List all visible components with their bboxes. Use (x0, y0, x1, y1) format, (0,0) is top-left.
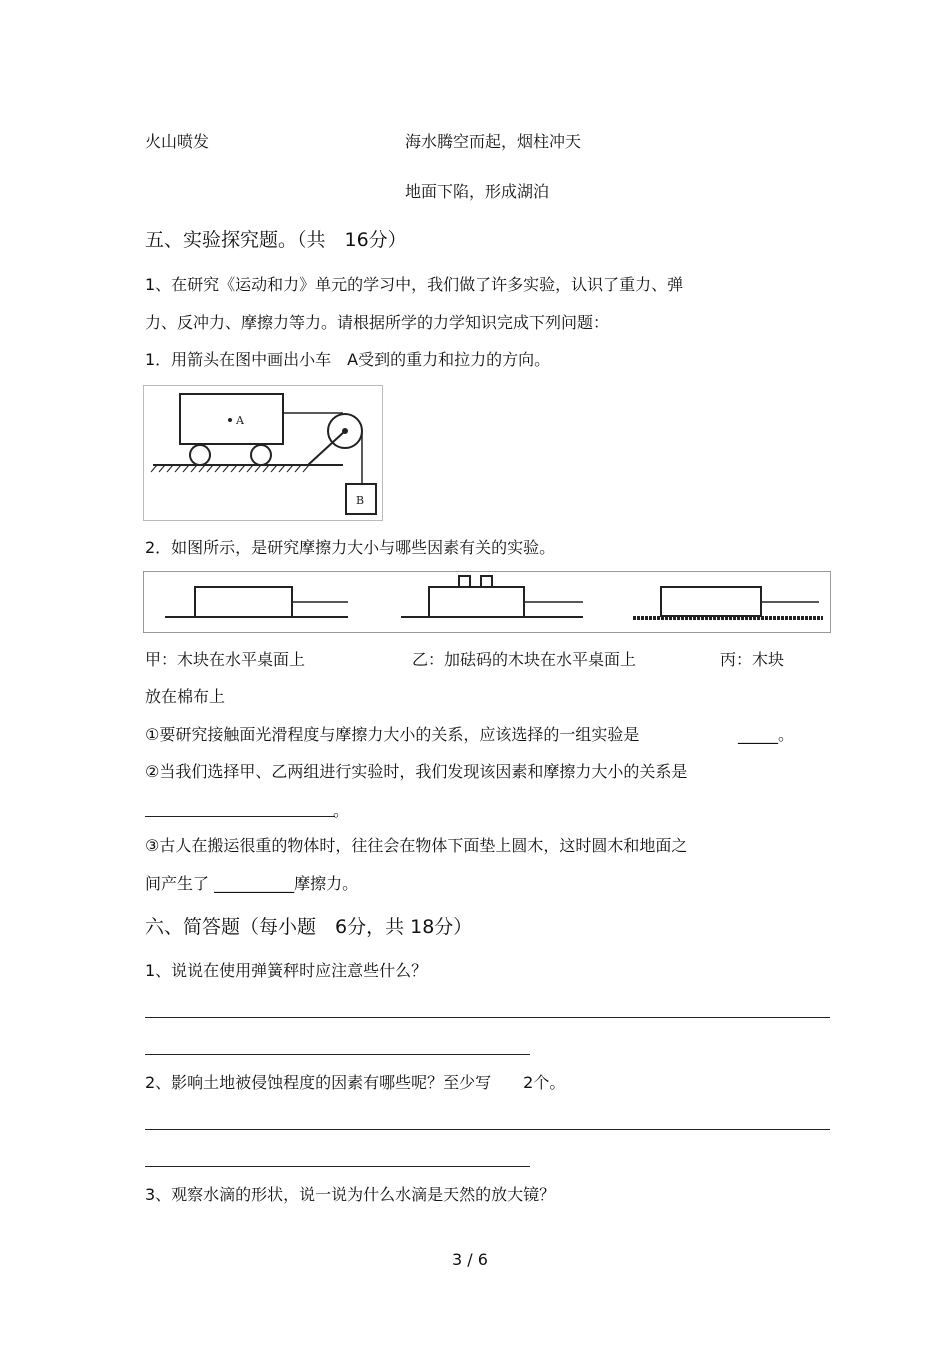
weight-label-b: B (356, 494, 365, 507)
caption-yi: 乙：加砝码的木块在水平桌面上 (412, 650, 637, 669)
cart-label-a: A (236, 414, 244, 427)
question-circle3-line2: 间产生了 __________摩擦力。 (145, 874, 359, 893)
cart-wheel-left (190, 445, 210, 465)
question-circle3-line1: ③古人在搬运很重的物体时，往往会在物体下面垫上圆木，这时圆木和地面之 (145, 836, 688, 855)
question-circle2: ②当我们选择甲、乙两组进行实验时，我们发现该因素和摩擦力大小的关系是 (145, 762, 688, 781)
section6-heading: 六、简答题（每小题 6分，共 18分） (145, 916, 473, 938)
row-text-ground: 地面下陷，形成湖泊 (405, 182, 550, 201)
section5-heading: 五、实验探究题。（共 16分） (145, 229, 407, 251)
cart-wheel-right (251, 445, 271, 465)
caption-bing: 丙：木块 (720, 650, 785, 669)
section5-q1-line1: 1、在研究《运动和力》单元的学习中，我们做了许多实验，认识了重力、弹 (145, 275, 684, 294)
section6-q2: 2、影响土地被侵蚀程度的因素有哪些呢？至少写 2个。 (145, 1073, 566, 1092)
section5-sub1: 1．用箭头在图中画出小车 A受到的重力和拉力的方向。 (145, 350, 551, 369)
caption-jia: 甲：木块在水平桌面上 (145, 650, 306, 669)
section6-q3: 3、观察水滴的形状，说一说为什么水滴是天然的放大镜？ (145, 1185, 556, 1204)
page-number: 3 / 6 (452, 1250, 488, 1269)
answer-line-q2-b[interactable] (145, 1166, 530, 1167)
cart-pulley-figure (143, 385, 383, 521)
caption-bing-cont: 放在棉布上 (145, 687, 226, 706)
section6-q1: 1、说说在使用弹簧秤时应注意些什么？ (145, 961, 428, 980)
answer-line-q1-a[interactable] (145, 1017, 830, 1018)
question-circle1: ①要研究接触面光滑程度与摩擦力大小的关系，应该选择的一组实验是 (145, 725, 640, 744)
answer-line-q1-b[interactable] (145, 1054, 530, 1055)
answer-line-q2-a[interactable] (145, 1129, 830, 1130)
section5-sub2: 2．如图所示，是研究摩擦力大小与哪些因素有关的实验。 (145, 538, 556, 557)
section5-q1-line2: 力、反冲力、摩擦力等力。请根据所学的力学知识完成下列问题： (145, 313, 610, 332)
row-label-volcano: 火山喷发 (145, 132, 210, 151)
answer-blank-circle2[interactable] (145, 816, 335, 817)
row-text-sea: 海水腾空而起，烟柱冲天 (405, 132, 582, 151)
answer-blank-circle1[interactable]: _____。 (738, 725, 795, 744)
friction-figure (143, 571, 831, 633)
answer-blank-circle2-end: 。 (333, 801, 350, 820)
